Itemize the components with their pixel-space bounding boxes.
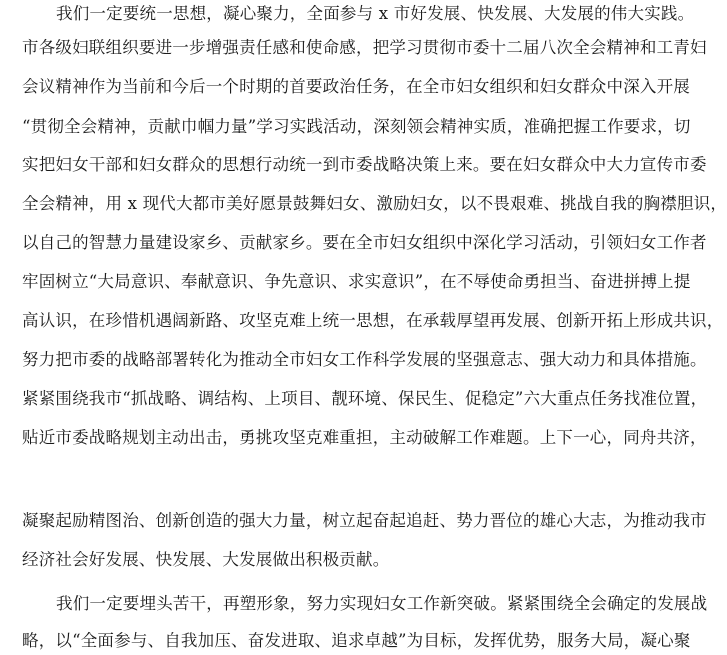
paragraph-line: 经济社会好发展、快发展、大发展做出积极贡献。 bbox=[22, 550, 390, 569]
paragraph-line: 贴近市委战略规划主动出击，勇挑攻坚克难重担，主动破解工作难题。上下一心，同舟共济， bbox=[22, 428, 707, 447]
paragraph-line: 以自己的智慧力量建设家乡、贡献家乡。要在全市妇女组织中深化学习活动，引领妇女工作者 bbox=[22, 233, 707, 252]
paragraph-line: 略，以“全面参与、自我加压、奋发进取、追求卓越”为目标，发挥优势，服务大局，凝心聚 bbox=[22, 631, 691, 650]
paragraph-line: 实把妇女干部和妇女群众的思想行动统一到市委战略决策上来。要在妇女群众中大力宣传市委 bbox=[22, 155, 707, 174]
paragraph-line: 高认识，在珍惜机遇阔新路、攻坚克难上统一思想，在承载厚望再发展、创新开拓上形成共识， bbox=[22, 311, 724, 330]
paragraph-line: 紧紧围绕我市“抓战略、调结构、上项目、靓环境、保民生、促稳定”六大重点任务找准位置， bbox=[22, 389, 708, 408]
paragraph-line: 我们一定要埋头苦干，再塑形象，努力实现妇女工作新突破。紧紧围绕全会确定的发展战 bbox=[56, 594, 708, 613]
paragraph-line: 牢固树立“大局意识、奉献意识、争先意识、求实意识”，在不辱使命勇担当、奋进拼搏上提 bbox=[22, 272, 691, 291]
paragraph-line: 全会精神，用 x 现代大都市美好愿景鼓舞妇女、激励妇女，以不畏艰难、挑战自我的胸襟胆识， bbox=[22, 194, 727, 213]
paragraph-line: “贯彻全会精神，贡献巾帼力量”学习实践活动，深刻领会精神实质，准确把握工作要求，切 bbox=[22, 117, 691, 136]
paragraph-line: 凝聚起励精图治、创新创造的强大力量，树立起奋起追赶、势力晋位的雄心大志，为推动我市 bbox=[22, 511, 707, 530]
paragraph-line: 我们一定要统一思想，凝心聚力，全面参与 x 市好发展、快发展、大发展的伟大实践。 bbox=[56, 4, 695, 23]
paragraph-line: 努力把市委的战略部署转化为推动全市妇女工作科学发展的坚强意志、强大动力和具体措施。 bbox=[22, 350, 707, 369]
paragraph-line: 市各级妇联组织要进一步增强责任感和使命感，把学习贯彻市委十二届八次全会精神和工青妇 bbox=[22, 38, 707, 57]
paragraph-line: 会议精神作为当前和今后一个时期的首要政治任务，在全市妇女组织和妇女群众中深入开展 bbox=[22, 77, 690, 96]
